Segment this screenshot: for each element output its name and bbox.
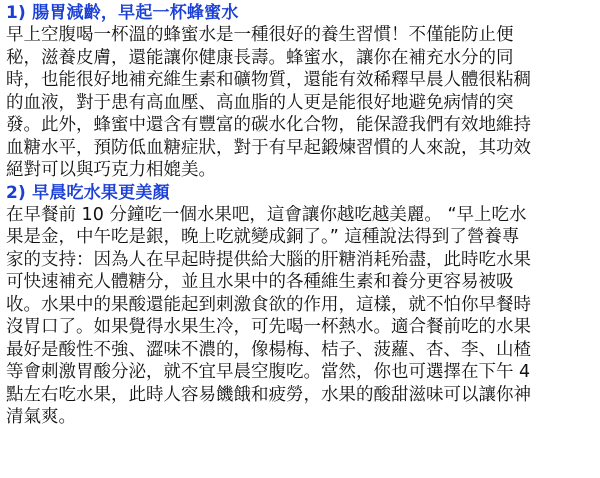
section-paragraph [6,204,596,429]
paragraph-line: 在早餐前 10 分鐘吃一個水果吧，這會讓你越吃越美麗。 “早上吃水 [6,204,527,225]
paragraph-line: 沒胃口了。如果覺得水果生冷，可先喝一杯熱水。適合餐前吃的水果 [6,317,531,337]
paragraph-line: 可快速補充人體糖分，並且水果中的各種維生素和養分更容易被吸 [6,272,514,292]
paragraph-line: 收。水果中的果酸還能起到刺激食欲的作用，這樣，就不怕你早餐時 [6,294,531,315]
section-morning-fruit [6,182,596,429]
paragraph-line: 點左右吃水果，此時人容易饑餓和疲勞，水果的酸甜滋味可以讓你神 [6,384,531,405]
article [6,2,596,429]
paragraph-line: 最好是酸性不強、澀味不濃的，像楊梅、桔子、菠蘿、杏、李、山楂 [6,339,531,360]
paragraph-line: 血糖水平，預防低血糖症狀，對于有早起鍛煉習慣的人來說，其功效 [6,137,531,158]
paragraph-line: 秘，滋養皮膚，還能讓你健康長壽。蜂蜜水，讓你在補充水分的同 [6,47,514,68]
paragraph-line: 的血液，對于患有高血壓、高血脂的人更是能很好地避免病情的突 [6,92,514,113]
paragraph-line: 發。此外，蜂蜜中還含有豐富的碳水化合物，能保證我們有效地維持 [6,115,531,135]
section-paragraph [6,24,596,182]
paragraph-line: 早上空腹喝一杯溫的蜂蜜水是一種很好的養生習慣！不僅能防止便 [6,25,514,45]
section-heading: 2) 早晨吃水果更美顏 [6,182,170,203]
section-honey-water [6,2,596,182]
paragraph-line: 家的支持：因為人在早起時提供給大腦的肝糖消耗殆盡，此時吃水果 [6,249,531,270]
paragraph-line: 等會刺激胃酸分泌，就不宜早晨空腹吃。當然，你也可選擇在下午 4 [6,362,531,382]
paragraph-line: 清氣爽。 [6,407,76,427]
section-heading: 1) 腸胃減齡，早起一杯蜂蜜水 [6,3,239,23]
paragraph-line: 時，也能很好地補充維生素和礦物質，還能有效稀釋早晨人體很粘稠 [6,70,531,90]
paragraph-line: 絕對可以與巧克力相媲美。 [6,160,216,180]
paragraph-line: 果是金，中午吃是銀，晚上吃就變成銅了。” 這種說法得到了營養專 [6,227,520,247]
